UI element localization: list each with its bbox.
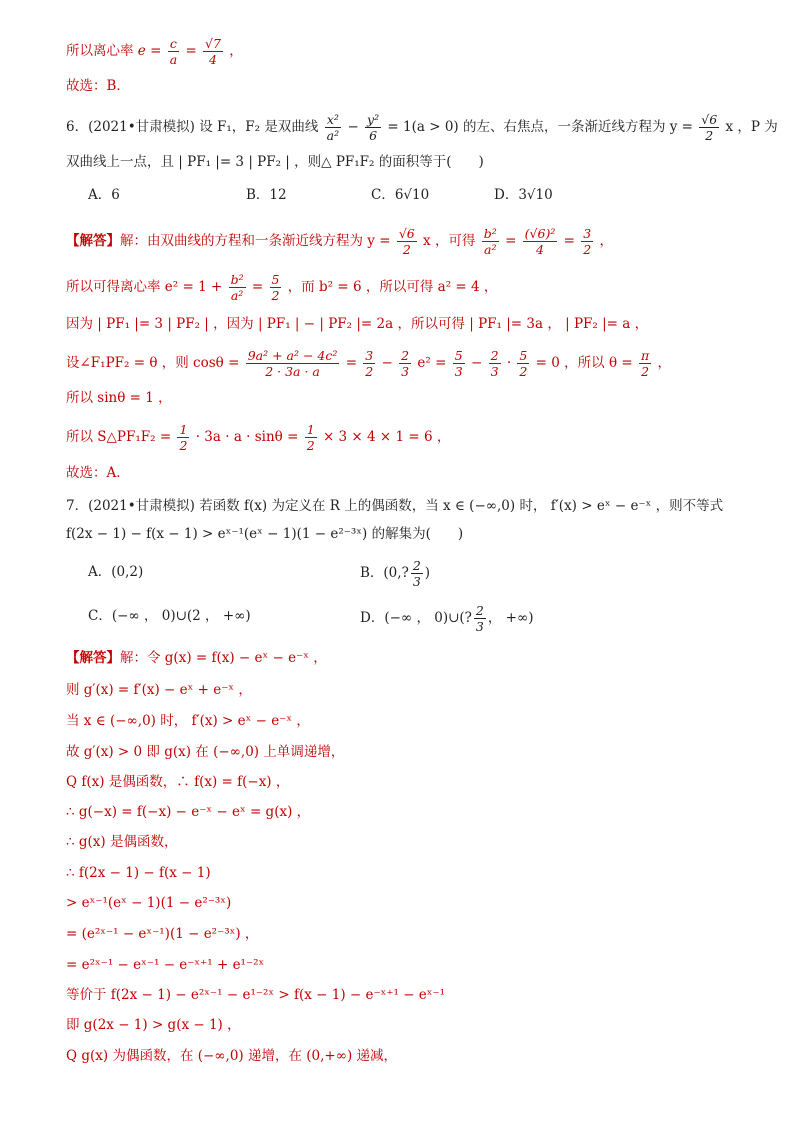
text: ，而 b² = 6 ，所以可得 a² = 4 ，	[287, 279, 498, 295]
numerator: c	[168, 36, 179, 52]
text: e² =	[417, 355, 447, 371]
fraction	[397, 226, 417, 257]
text: 所以 S△PF₁F₂ =	[66, 429, 172, 445]
text: ·	[506, 355, 512, 371]
question-6-stem-line2: 双曲线上一点，且 | PF₁ |= 3 | PF₂ | ，则△ PF₁F₂ 的面积等于( )	[66, 154, 484, 170]
text: 解：令 g(x) = f(x) − eˣ − e⁻ˣ ，	[120, 650, 327, 666]
numerator: 2	[412, 558, 421, 573]
text: )	[424, 565, 431, 581]
answer-7-line12: 等价于 f(2x − 1) − e²ˣ⁻¹ − e¹⁻²ˣ > f(x − 1) − e⁻ˣ⁺¹ − eˣ⁻¹	[66, 987, 446, 1003]
fraction	[482, 226, 499, 257]
text: B．(0,?	[360, 565, 409, 581]
text: =	[185, 43, 197, 59]
option-c: C．6√10	[371, 187, 430, 203]
answer-7-line1	[66, 648, 327, 668]
text: × 3 × 4 × 1 = 6 ，	[322, 429, 451, 445]
text: = 0 ，所以 θ =	[535, 355, 633, 371]
answer-7-line14: Q g(x) 为偶函数，在 (−∞,0) 递增，在 (0,+∞) 递减，	[66, 1048, 398, 1064]
numerator: 3	[365, 348, 374, 363]
denominator: 2	[365, 364, 374, 379]
numerator: x²	[325, 112, 341, 128]
answer-6-conclusion: 故选：A．	[66, 465, 130, 481]
denominator: 2	[583, 242, 592, 257]
denominator: 4	[536, 242, 544, 257]
math: e =	[137, 43, 162, 59]
answer-7-line13: 即 g(2x − 1) > g(x − 1) ，	[66, 1017, 241, 1033]
text: −	[381, 355, 393, 371]
numerator: √6	[398, 226, 415, 241]
fraction	[325, 112, 341, 143]
text: · 3a · a · sinθ =	[195, 429, 299, 445]
text: = 1(a > 0) 的左、右焦点，一条渐近线方程为 y =	[387, 119, 693, 135]
text: x ，P 为	[725, 119, 778, 135]
numerator: √7	[205, 36, 221, 51]
option-c: C．(−∞ ， 0)∪(2 ， +∞)	[88, 608, 251, 624]
text: 解：由双曲线的方程和一条渐近线方程为 y =	[120, 233, 391, 249]
answer-7-line7: ∴ g(x) 是偶函数，	[66, 834, 178, 850]
answer-6-line5: 所以 sinθ = 1 ，	[66, 390, 172, 406]
fraction	[699, 112, 719, 143]
eccentricity-line	[66, 36, 243, 67]
numerator: 2	[475, 603, 484, 618]
fraction	[177, 422, 189, 453]
numerator: 5	[271, 272, 280, 287]
question-7-stem-line2: f(2x − 1) − f(x − 1) > eˣ⁻¹(eˣ − 1)(1 − e²⁻³ˣ) 的解集为( )	[66, 526, 464, 542]
denominator: 2	[402, 242, 411, 257]
numerator: 3	[583, 226, 592, 241]
text: 所以离心率	[66, 43, 134, 59]
fraction	[246, 348, 340, 379]
answer-6-line6	[66, 422, 450, 453]
answer-choice-line: 故选：B．	[66, 78, 130, 94]
denominator: 3	[454, 364, 463, 379]
option-a: A．6	[88, 187, 120, 203]
denominator: 2	[306, 438, 315, 453]
answer-7-line3: 当 x ∈ (−∞,0) 时， f′(x) > eˣ − e⁻ˣ ，	[66, 713, 310, 729]
denominator: 2	[641, 364, 650, 379]
fraction	[581, 226, 593, 257]
option-a: A．(0,2)	[88, 564, 144, 580]
answer-7-line4: 故 g′(x) > 0 即 g(x) 在 (−∞,0) 上单调递增，	[66, 744, 345, 760]
answer-7-line2: 则 g′(x) = f′(x) − eˣ + e⁻ˣ ，	[66, 682, 252, 698]
denominator: a²	[326, 128, 340, 143]
denominator: 3	[412, 574, 421, 589]
answer-6-line2	[66, 272, 497, 303]
option-b	[360, 558, 430, 589]
text: =	[251, 279, 264, 295]
fraction	[411, 558, 423, 589]
numerator: 5	[454, 348, 463, 363]
text: 设∠F₁PF₂ = θ ，则 cosθ =	[66, 355, 240, 371]
question-6-stem	[66, 112, 778, 143]
fraction	[399, 348, 411, 379]
numerator: b²	[230, 272, 244, 287]
answer-label: 【解答】	[66, 650, 120, 666]
fraction	[474, 603, 486, 634]
numerator: √6	[701, 112, 718, 127]
denominator: 3	[490, 364, 499, 379]
numerator: (√6)²	[524, 226, 556, 241]
fraction	[270, 272, 282, 303]
denominator: 2	[519, 364, 528, 379]
text: =	[505, 233, 517, 249]
answer-7-line10: = (e²ˣ⁻¹ − eˣ⁻¹)(1 − e²⁻³ˣ) ，	[66, 926, 259, 942]
numerator: π	[640, 348, 650, 363]
numerator: 1	[179, 422, 188, 437]
answer-7-line5: Q f(x) 是偶函数，∴ f(x) = f(−x) ，	[66, 774, 290, 790]
option-d	[360, 603, 533, 634]
denominator: a	[169, 52, 178, 67]
answer-6-line3: 因为 | PF₁ |= 3 | PF₂ | ，因为 | PF₁ | − | PF₂ |= 2a ，所以可得 | PF₁ |= 3a ， | PF₂ |= a ，	[66, 316, 649, 332]
text: =	[345, 355, 357, 371]
answer-6-line1	[66, 226, 613, 257]
text: =	[563, 233, 575, 249]
text: 所以可得离心率 e² = 1 +	[66, 279, 223, 295]
numerator: 5	[519, 348, 528, 363]
denominator: 3	[401, 364, 410, 379]
answer-7-line6: ∴ g(−x) = f(−x) − e⁻ˣ − eˣ = g(x) ，	[66, 804, 311, 820]
numerator: 1	[306, 422, 315, 437]
option-d: D．3√10	[494, 187, 553, 203]
text: ，	[657, 355, 671, 371]
fraction	[523, 226, 558, 257]
numerator: y²	[367, 112, 380, 127]
fraction	[365, 112, 381, 143]
fraction	[517, 348, 529, 379]
fraction	[489, 348, 501, 379]
answer-7-line11: = e²ˣ⁻¹ − eˣ⁻¹ − e⁻ˣ⁺¹ + e¹⁻²ˣ	[66, 957, 265, 973]
denominator: a²	[230, 288, 244, 303]
denominator: 2 · 3a · a	[265, 364, 320, 379]
denominator: 3	[475, 619, 484, 634]
denominator: 2	[705, 128, 714, 143]
fraction	[229, 272, 246, 303]
text: −	[470, 355, 483, 371]
text: ，	[599, 233, 614, 249]
option-b: B．12	[246, 187, 287, 203]
fraction	[453, 348, 465, 379]
numerator: 2	[401, 348, 410, 363]
answer-7-line8: ∴ f(2x − 1) − f(x − 1)	[66, 865, 211, 881]
text: −	[347, 119, 359, 135]
numerator: b²	[483, 226, 497, 241]
answer-7-line9: > eˣ⁻¹(eˣ − 1)(1 − e²⁻³ˣ)	[66, 895, 232, 911]
answer-label: 【解答】	[66, 233, 120, 249]
text: 6．(2021•甘肃模拟) 设 F₁，F₂ 是双曲线	[66, 119, 319, 135]
fraction	[363, 348, 375, 379]
denominator: a²	[484, 242, 497, 257]
text: x ，可得	[423, 233, 476, 249]
denominator: 6	[369, 128, 378, 143]
denominator: 2	[179, 438, 188, 453]
text: ，	[229, 43, 243, 59]
answer-6-line4	[66, 348, 671, 379]
text: D．(−∞ ， 0)∪(?	[360, 610, 472, 626]
text: ， +∞)	[487, 610, 534, 626]
denominator: 4	[209, 52, 217, 67]
question-7-stem: 7．(2021•甘肃模拟) 若函数 f(x) 为定义在 R 上的偶函数，当 x ∈ (−∞,0) 时， f′(x) > eˣ − e⁻ˣ ，则不等式	[66, 498, 724, 514]
fraction	[305, 422, 317, 453]
fraction	[203, 36, 223, 67]
numerator: 9a² + a² − 4c²	[247, 348, 338, 363]
denominator: 2	[271, 288, 280, 303]
fraction	[168, 36, 179, 67]
fraction	[639, 348, 651, 379]
numerator: 2	[490, 348, 499, 363]
